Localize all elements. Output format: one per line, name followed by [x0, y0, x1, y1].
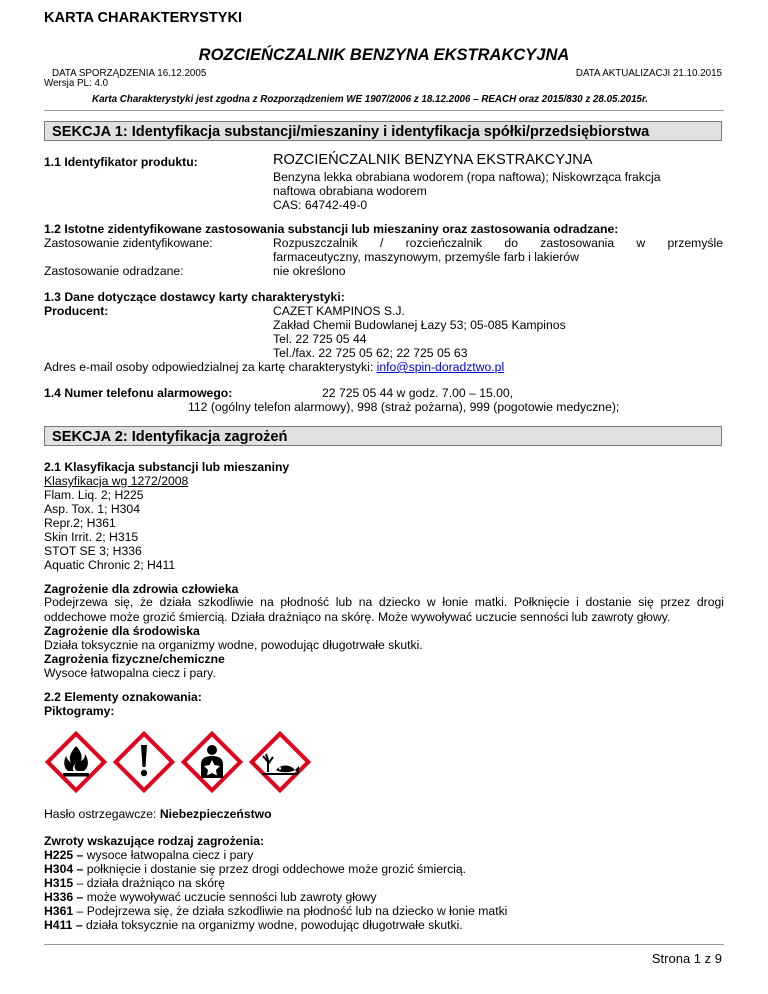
producer-fax: Tel./fax. 22 725 05 62; 22 725 05 63: [273, 346, 468, 360]
identified-use-label: Zastosowanie zidentyfikowane:: [44, 236, 213, 250]
section-1-header: SEKCJA 1: Identyfikacja substancji/mieszaniny i identyfikacja spółki/przedsiębiorstwa: [44, 121, 722, 141]
producer-address: Zakład Chemii Budowlanej Łazy 53; 05-085 Kampinos: [273, 318, 566, 332]
classification-item: Flam. Liq. 2; H225: [44, 488, 144, 502]
hazard-text: – Podejrzewa się, że działa szkodliwie na płodność lub na dziecko w łonie matki: [73, 904, 508, 918]
classification-item: Repr.2; H361: [44, 516, 116, 530]
health-hazard-heading: Zagrożenie dla zdrowia człowieka: [44, 582, 239, 596]
identified-use-value-1: Rozpuszczalnik / rozcieńczalnik do zastosowania w przemyśle: [273, 236, 723, 250]
classification-regulation: Klasyfikacja wg 1272/2008: [44, 474, 189, 488]
hazard-code: H411 –: [44, 918, 83, 932]
email-link[interactable]: info@spin-doradztwo.pl: [376, 360, 505, 374]
hazard-code: H336 –: [44, 890, 84, 904]
product-identifier-name: ROZCIEŃCZALNIK BENZYNA EKSTRAKCYJNA: [273, 152, 593, 168]
label-elements-heading: 2.2 Elementy oznakowania:: [44, 690, 202, 704]
producer-phone: Tel. 22 725 05 44: [273, 332, 367, 346]
email-line: [44, 360, 504, 374]
signal-word-line: [44, 807, 272, 821]
discouraged-use-value: nie określono: [273, 264, 346, 278]
doc-type-heading: KARTA CHARAKTERYSTYKI: [44, 10, 243, 26]
signal-word-label: Hasło ostrzegawcze:: [44, 807, 160, 821]
hazard-text: połknięcie i dostanie się przez drogi oddechowe może grozić śmiercią.: [83, 862, 467, 876]
cas-number: CAS: 64742-49-0: [273, 198, 368, 212]
hazard-statements-heading: Zwroty wskazujące rodzaj zagrożenia:: [44, 834, 265, 848]
hazard-statement: [44, 904, 507, 918]
hazard-text: działa toksycznie na organizmy wodne, powodując długotrwałe skutki.: [82, 918, 463, 932]
date-updated: DATA AKTUALIZACJI 21.10.2015: [575, 68, 722, 79]
physical-hazard-heading: Zagrożenia fizyczne/chemiczne: [44, 652, 225, 666]
hazard-text: wysoce łatwopalna ciecz i pary: [83, 848, 254, 862]
environment-hazard-heading: Zagrożenie dla środowiska: [44, 624, 200, 638]
discouraged-use-label: Zastosowanie odradzane:: [44, 264, 184, 278]
footer-divider: [44, 944, 724, 945]
producer-name: CAZET KAMPINOS S.J.: [273, 304, 405, 318]
classification-heading: 2.1 Klasyfikacja substancji lub mieszaniny: [44, 460, 290, 474]
hazard-code: H304 –: [44, 862, 84, 876]
pictograms-label: Piktogramy:: [44, 704, 115, 718]
hazard-code: H361: [44, 904, 74, 918]
environment-hazard-text: Działa toksycznie na organizmy wodne, powodując długotrwałe skutki.: [44, 638, 423, 652]
classification-item: Aquatic Chronic 2; H411: [44, 558, 176, 572]
classification-item: STOT SE 3; H336: [44, 544, 142, 558]
hazard-code: H315: [44, 876, 74, 890]
producer-label: Producent:: [44, 304, 109, 318]
hazard-statement: [44, 876, 225, 890]
identified-use-value-2: farmaceutyczny, maszynowym, przemyśle farb i lakierów: [273, 250, 579, 264]
health-hazard-text: Podejrzewa się, że działa szkodliwie na płodność lub na dziecko w łonie matki. Połknięcie i dostanie się przez drogi oddechowe może grozić śmiercią. Działa drażniąco na skórę. Może wywoływać uczucie senności lub zawroty głowy.: [44, 595, 724, 624]
supplier-heading: 1.3 Dane dotyczące dostawcy karty charakterystyki:: [44, 290, 345, 304]
page-number: Strona 1 z 9: [651, 951, 722, 966]
environment-pictogram-icon: [248, 730, 312, 794]
product-description-line-2: naftowa obrabiana wodorem: [273, 184, 427, 198]
header-divider: [44, 110, 724, 111]
signal-word: Niebezpieczeństwo: [159, 807, 272, 821]
section-2-header: SEKCJA 2: Identyfikacja zagrożeń: [44, 426, 722, 446]
hazard-statement: [44, 862, 466, 876]
emergency-phone-value-2: 112 (ogólny telefon alarmowy), 998 (straż pożarna), 999 (pogotowie medyczne);: [188, 400, 620, 414]
flame-pictogram-icon: [44, 730, 108, 794]
hazard-statement: [44, 890, 377, 904]
hazard-code: H225 –: [44, 848, 84, 862]
compliance-note: Karta Charakterystyki jest zgodna z Rozporządzeniem WE 1907/2006 z 18.12.2006 – REACH oraz 2015/830 z 28.05.2015r.: [92, 94, 648, 105]
classification-item: Asp. Tox. 1; H304: [44, 502, 140, 516]
physical-hazard-text: Wysoce łatwopalna ciecz i pary.: [44, 666, 216, 680]
hazard-text: – działa drażniąco na skórę: [73, 876, 225, 890]
exclamation-pictogram-icon: [112, 730, 176, 794]
classification-item: Skin Irrit. 2; H315: [44, 530, 139, 544]
emergency-phone-value-1: 22 725 05 44 w godz. 7.00 – 15.00,: [322, 386, 514, 400]
product-description-line-1: Benzyna lekka obrabiana wodorem (ropa naftowa); Niskowrząca frakcja: [273, 170, 661, 184]
version-label: Wersja PL: 4.0: [44, 78, 109, 89]
emergency-phone-label: 1.4 Numer telefonu alarmowego:: [44, 386, 233, 400]
hazard-text: może wywoływać uczucie senności lub zawroty głowy: [83, 890, 377, 904]
email-label: Adres e-mail osoby odpowiedzialnej za kartę charakterystyki:: [44, 360, 374, 374]
hazard-statement: [44, 848, 253, 862]
product-title: ROZCIEŃCZALNIK BENZYNA EKSTRAKCYJNA: [198, 46, 570, 64]
product-identifier-label: 1.1 Identyfikator produktu:: [44, 155, 198, 169]
date-created: DATA SPORZĄDZENIA 16.12.2005: [52, 68, 207, 79]
health-hazard-pictogram-icon: [180, 730, 244, 794]
hazard-statement: [44, 918, 463, 932]
uses-heading: 1.2 Istotne zidentyfikowane zastosowania substancji lub mieszaniny oraz zastosowania odradzane:: [44, 222, 619, 236]
